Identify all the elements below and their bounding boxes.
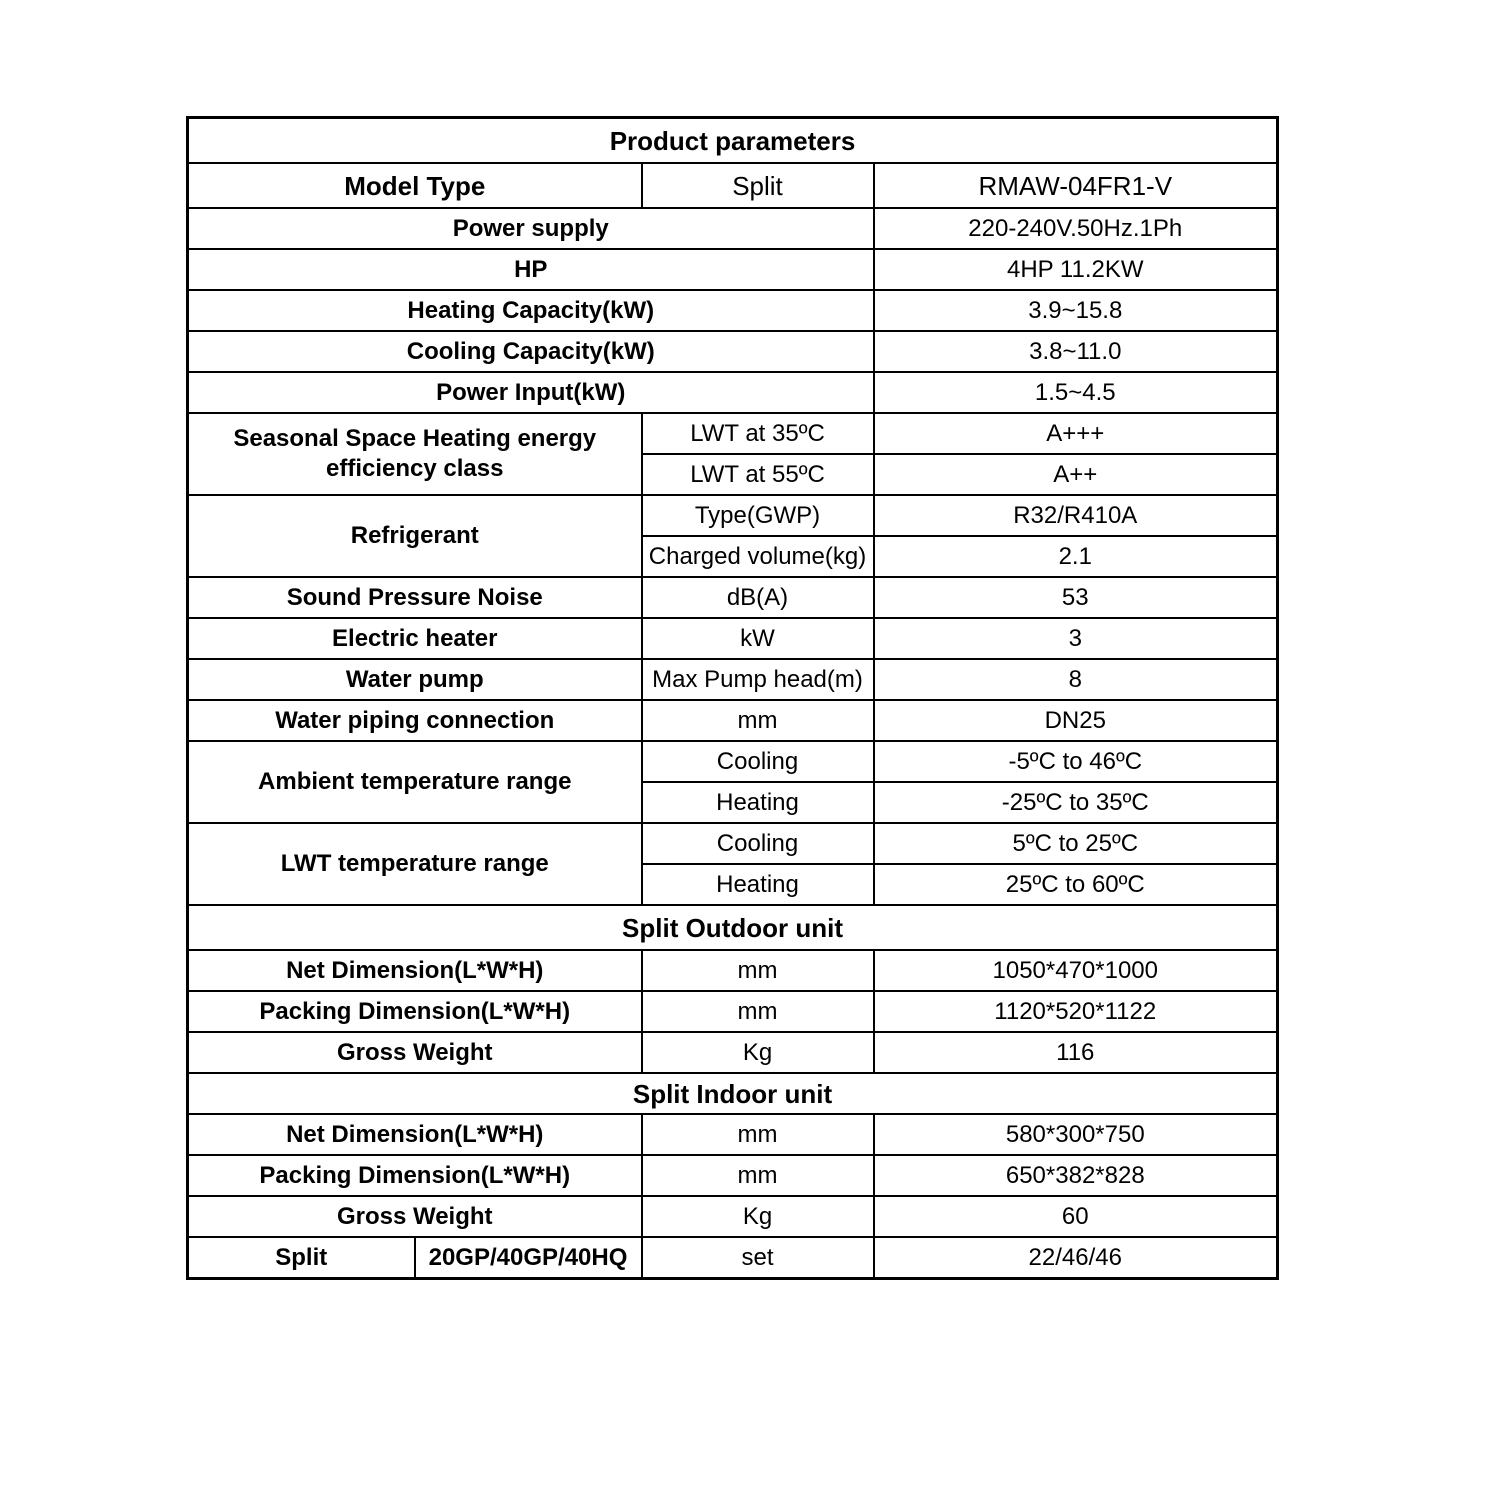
pump-value: 8 <box>874 659 1278 700</box>
indoor-packing-label: Packing Dimension(L*W*H) <box>188 1155 642 1196</box>
power-supply-value: 220-240V.50Hz.1Ph <box>874 208 1278 249</box>
indoor-net-row <box>188 1114 1278 1155</box>
indoor-weight-row <box>188 1196 1278 1237</box>
indoor-section-row <box>188 1073 1278 1114</box>
outdoor-net-row <box>188 950 1278 991</box>
outdoor-packing-label: Packing Dimension(L*W*H) <box>188 991 642 1032</box>
hp-row <box>188 249 1278 290</box>
refrigerant-type-value: R32/R410A <box>874 495 1278 536</box>
outdoor-packing-value: 1120*520*1122 <box>874 991 1278 1032</box>
outdoor-section-row <box>188 905 1278 950</box>
loading-label: Split <box>188 1237 415 1279</box>
outdoor-weight-label: Gross Weight <box>188 1032 642 1073</box>
loading-containers: 20GP/40GP/40HQ <box>415 1237 642 1279</box>
pump-label: Water pump <box>188 659 642 700</box>
model-type-row <box>188 163 1278 208</box>
power-input-value: 1.5~4.5 <box>874 372 1278 413</box>
indoor-net-label: Net Dimension(L*W*H) <box>188 1114 642 1155</box>
power-input-label: Power Input(kW) <box>188 372 874 413</box>
lwt-row-1 <box>188 823 1278 864</box>
outdoor-net-unit: mm <box>642 950 874 991</box>
lwt-cooling-value: 5ºC to 25ºC <box>874 823 1278 864</box>
outdoor-net-label: Net Dimension(L*W*H) <box>188 950 642 991</box>
indoor-weight-value: 60 <box>874 1196 1278 1237</box>
hp-label: HP <box>188 249 874 290</box>
seasonal-label: Seasonal Space Heating energy efficiency class <box>188 413 642 495</box>
lwt-heating-value: 25ºC to 60ºC <box>874 864 1278 905</box>
ambient-heating-value: -25ºC to 35ºC <box>874 782 1278 823</box>
power-supply-label: Power supply <box>188 208 874 249</box>
power-input-row <box>188 372 1278 413</box>
ambient-heating-label: Heating <box>642 782 874 823</box>
piping-label: Water piping connection <box>188 700 642 741</box>
loading-value: 22/46/46 <box>874 1237 1278 1279</box>
table-title-row <box>188 118 1278 164</box>
indoor-packing-unit: mm <box>642 1155 874 1196</box>
indoor-section-title: Split Indoor unit <box>188 1073 1278 1114</box>
outdoor-packing-row <box>188 991 1278 1032</box>
heater-label: Electric heater <box>188 618 642 659</box>
seasonal-row-1 <box>188 413 1278 454</box>
refrigerant-label: Refrigerant <box>188 495 642 577</box>
refrigerant-volume-value: 2.1 <box>874 536 1278 577</box>
model-number: RMAW-04FR1-V <box>874 163 1278 208</box>
outdoor-weight-value: 116 <box>874 1032 1278 1073</box>
power-supply-row <box>188 208 1278 249</box>
outdoor-net-value: 1050*470*1000 <box>874 950 1278 991</box>
pump-unit: Max Pump head(m) <box>642 659 874 700</box>
heating-capacity-label: Heating Capacity(kW) <box>188 290 874 331</box>
outdoor-packing-unit: mm <box>642 991 874 1032</box>
sound-value: 53 <box>874 577 1278 618</box>
cooling-capacity-row <box>188 331 1278 372</box>
heater-value: 3 <box>874 618 1278 659</box>
loading-unit: set <box>642 1237 874 1279</box>
heater-row <box>188 618 1278 659</box>
product-parameters-table <box>186 116 1279 1280</box>
sound-row <box>188 577 1278 618</box>
cooling-capacity-value: 3.8~11.0 <box>874 331 1278 372</box>
heater-unit: kW <box>642 618 874 659</box>
heating-capacity-value: 3.9~15.8 <box>874 290 1278 331</box>
sound-unit: dB(A) <box>642 577 874 618</box>
hp-value: 4HP 11.2KW <box>874 249 1278 290</box>
table-title: Product parameters <box>188 118 1278 164</box>
seasonal-value-55: A++ <box>874 454 1278 495</box>
seasonal-value-35: A+++ <box>874 413 1278 454</box>
indoor-net-value: 580*300*750 <box>874 1114 1278 1155</box>
indoor-weight-label: Gross Weight <box>188 1196 642 1237</box>
pump-row <box>188 659 1278 700</box>
lwt-cooling-label: Cooling <box>642 823 874 864</box>
loading-row <box>188 1237 1278 1279</box>
cooling-capacity-label: Cooling Capacity(kW) <box>188 331 874 372</box>
outdoor-section-title: Split Outdoor unit <box>188 905 1278 950</box>
lwt-label: LWT temperature range <box>188 823 642 905</box>
ambient-cooling-label: Cooling <box>642 741 874 782</box>
heating-capacity-row <box>188 290 1278 331</box>
model-type-split: Split <box>642 163 874 208</box>
ambient-label: Ambient temperature range <box>188 741 642 823</box>
outdoor-weight-unit: Kg <box>642 1032 874 1073</box>
model-type-label: Model Type <box>188 163 642 208</box>
refrigerant-volume-label: Charged volume(kg) <box>642 536 874 577</box>
piping-row <box>188 700 1278 741</box>
indoor-packing-value: 650*382*828 <box>874 1155 1278 1196</box>
indoor-packing-row <box>188 1155 1278 1196</box>
indoor-weight-unit: Kg <box>642 1196 874 1237</box>
seasonal-sub-55: LWT at 55ºC <box>642 454 874 495</box>
lwt-heating-label: Heating <box>642 864 874 905</box>
ambient-cooling-value: -5ºC to 46ºC <box>874 741 1278 782</box>
sound-label: Sound Pressure Noise <box>188 577 642 618</box>
piping-value: DN25 <box>874 700 1278 741</box>
seasonal-sub-35: LWT at 35ºC <box>642 413 874 454</box>
indoor-net-unit: mm <box>642 1114 874 1155</box>
refrigerant-row-1 <box>188 495 1278 536</box>
outdoor-weight-row <box>188 1032 1278 1073</box>
refrigerant-type-label: Type(GWP) <box>642 495 874 536</box>
ambient-row-1 <box>188 741 1278 782</box>
piping-unit: mm <box>642 700 874 741</box>
